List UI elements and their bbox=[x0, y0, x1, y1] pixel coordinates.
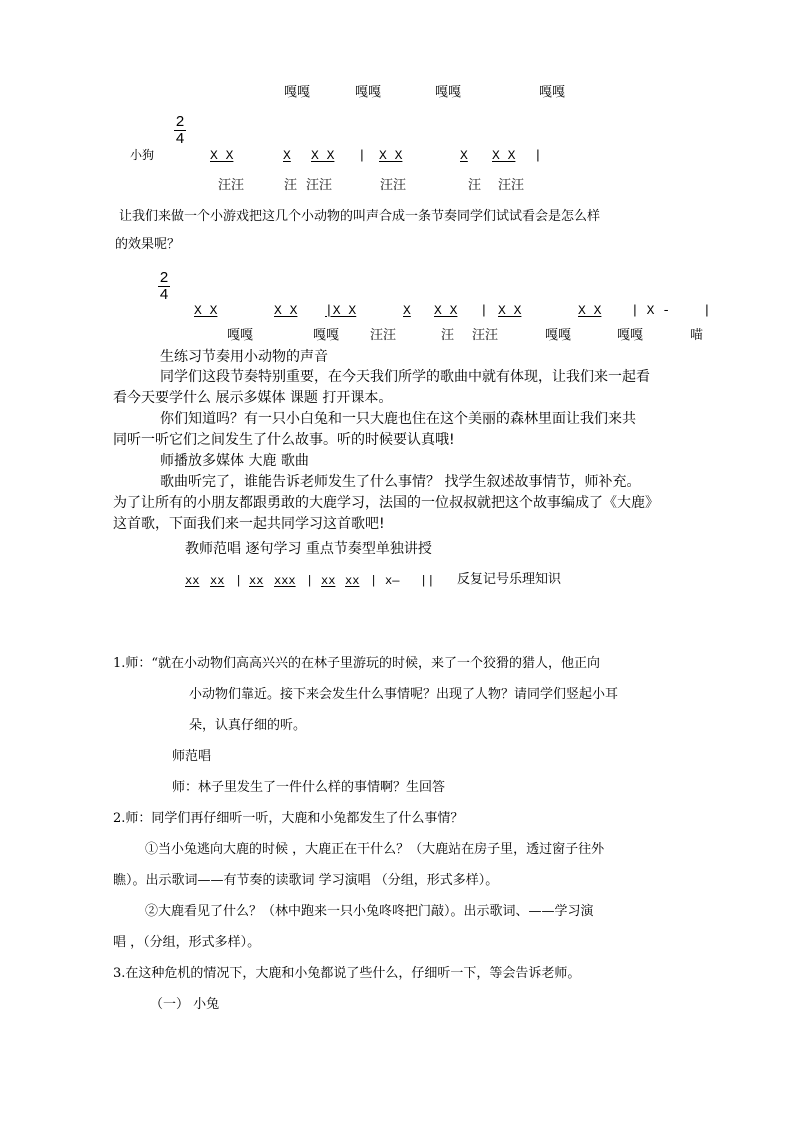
rhythm2-lyric-7: 嘎嘎 bbox=[617, 328, 644, 343]
body-line-1: 生练习节奏用小动物的声音 bbox=[160, 349, 328, 365]
section-1-line-3: 朵，认真仔细的听。 bbox=[189, 718, 307, 733]
rhythm2-note-6: X X bbox=[498, 303, 522, 318]
time-signature-2: 2 4 bbox=[159, 269, 169, 303]
section-2-item-2-line-2: 唱 ，（分组，形式多样）。 bbox=[113, 935, 261, 950]
rhythm3-note-2: xx bbox=[210, 574, 225, 588]
rhythm2-note-2: X X bbox=[274, 303, 298, 318]
section-3-subheading: （一） 小兔 bbox=[150, 997, 220, 1012]
top-label-2: 嘎嘎 bbox=[355, 85, 382, 100]
top-label-1: 嘎嘎 bbox=[284, 85, 311, 100]
rhythm2-bar-1: | bbox=[480, 303, 488, 318]
rhythm1-note-3: X X bbox=[311, 148, 335, 163]
section-2-item-1-line-2: 瞧）。出示歌词——有节奏的读歌词 学习演唱 （分组，形式多样）。 bbox=[113, 873, 499, 888]
section-1-line-1: 1.师：“就在小动物们高高兴兴的在林子里游玩的时候，来了一个狡猾的猎人，他正向 bbox=[113, 656, 601, 671]
intro-line-2: 的效果呢？ bbox=[115, 237, 181, 252]
body-line-2: 同学们这段节奏特别重要，在今天我们所学的歌曲中就有体现，让我们来一起看 bbox=[160, 369, 650, 385]
rhythm1-lyric-4: 汪汪 bbox=[380, 178, 407, 193]
top-label-4: 嘎嘎 bbox=[539, 85, 566, 100]
section-3-line-1: 3.在这种危机的情况下，大鹿和小兔都说了些什么，仔细听一下，等会告诉老师。 bbox=[113, 966, 581, 981]
intro-line-1: 让我们来做一个小游戏把这几个小动物的叫声合成一条节奏同学们试试看会是怎么样 bbox=[119, 209, 601, 224]
rhythm1-bar-1: | bbox=[358, 148, 366, 163]
rhythm1-note-5: X bbox=[460, 148, 468, 163]
time-signature-1: 2 4 bbox=[175, 113, 185, 147]
section-2-item-2-line-1: ②大鹿看见了什么？（林中跑来一只小兔咚咚把门敲）。出示歌词、——学习演 bbox=[145, 904, 594, 919]
rhythm1-lyric-2: 汪 bbox=[284, 178, 298, 193]
rhythm1-lyric-5: 汪 bbox=[468, 178, 482, 193]
rhythm3-note-text: 反复记号乐理知识 bbox=[457, 572, 562, 587]
rhythm1-note-1: X X bbox=[210, 148, 234, 163]
rhythm2-note-5: X X bbox=[434, 303, 458, 318]
rhythm2-bar-2: | bbox=[703, 303, 711, 318]
section-1-line-5: 师：林子里发生了一件什么样的事情啊？生回答 bbox=[172, 780, 446, 795]
rhythm2-note-3: |X X bbox=[325, 303, 357, 318]
body-line-9: 这首歌，下面我们来一起共同学习这首歌吧! bbox=[113, 516, 385, 532]
section-1-line-2: 小动物们靠近。接下来会发生什么事情呢？出现了人物？请同学们竖起小耳 bbox=[189, 687, 619, 702]
rhythm1-label: 小狗 bbox=[130, 148, 155, 162]
body-line-5: 同听一听它们之间发生了什么故事。听的时候要认真哦! bbox=[113, 432, 455, 448]
rhythm1-lyric-6: 汪汪 bbox=[498, 178, 525, 193]
rhythm3-note-6: xx bbox=[345, 574, 360, 588]
rhythm2-lyric-6: 嘎嘎 bbox=[545, 328, 572, 343]
section-2-item-1-line-1: ①当小兔逃向大鹿的时候 ，大鹿正在干什么？（大鹿站在房子里，透过窗子往外 bbox=[145, 842, 605, 857]
rhythm3-double-bar: || bbox=[420, 574, 435, 588]
rhythm3-note-7: x— bbox=[385, 574, 400, 588]
rhythm2-lyric-8: 喵 bbox=[690, 328, 704, 343]
body-line-4: 你们知道吗？有一只小白兔和一只大鹿也住在这个美丽的森林里面让我们来共 bbox=[160, 411, 636, 427]
rhythm1-bar-2: | bbox=[534, 148, 542, 163]
rhythm2-lyric-2: 嘎嘎 bbox=[313, 328, 340, 343]
rhythm2-lyric-1: 嘎嘎 bbox=[227, 328, 254, 343]
rhythm1-note-2: X bbox=[283, 148, 291, 163]
rhythm2-lyric-5: 汪汪 bbox=[472, 328, 499, 343]
body-line-7: 歌曲听完了，谁能告诉老师发生了什么事情？ 找学生叙述故事情节，师补充。 bbox=[160, 474, 641, 490]
section-1-line-4: 师范唱 bbox=[172, 749, 212, 764]
rhythm2-note-7: X X bbox=[578, 303, 602, 318]
rhythm1-note-4: X X bbox=[379, 148, 403, 163]
rhythm3-note-5: xx bbox=[321, 574, 336, 588]
rhythm3-note-1: xx bbox=[185, 574, 200, 588]
rhythm2-lyric-4: 汪 bbox=[441, 328, 455, 343]
rhythm3-note-3: xx bbox=[249, 574, 264, 588]
top-label-3: 嘎嘎 bbox=[435, 85, 462, 100]
rhythm3-bar-3: | bbox=[370, 574, 378, 588]
rhythm1-lyric-1: 汪汪 bbox=[218, 178, 245, 193]
rhythm1-lyric-3: 汪汪 bbox=[306, 178, 333, 193]
rhythm2-note-8: | X - bbox=[631, 303, 671, 318]
section-2-line-1: 2.师：同学们再仔细听一听，大鹿和小兔都发生了什么事情？ bbox=[113, 811, 464, 826]
body-line-10: 教师范唱 逐句学习 重点节奏型单独讲授 bbox=[185, 541, 432, 557]
body-line-6: 师播放多媒体 大鹿 歌曲 bbox=[160, 453, 309, 469]
rhythm2-note-4: X bbox=[403, 303, 411, 318]
rhythm3-bar-1: | bbox=[235, 574, 243, 588]
rhythm2-lyric-3: 汪汪 bbox=[370, 328, 397, 343]
body-line-3: 看今天要学什么 展示多媒体 课题 打开课本。 bbox=[113, 390, 393, 406]
body-line-8: 为了让所有的小朋友都跟勇敢的大鹿学习，法国的一位叔叔就把这个故事编成了《大鹿》 bbox=[113, 495, 659, 511]
rhythm1-note-6: X X bbox=[492, 148, 516, 163]
rhythm2-note-1: X X bbox=[194, 303, 218, 318]
rhythm3-note-4: xxx bbox=[274, 574, 296, 588]
rhythm3-bar-2: | bbox=[306, 574, 314, 588]
